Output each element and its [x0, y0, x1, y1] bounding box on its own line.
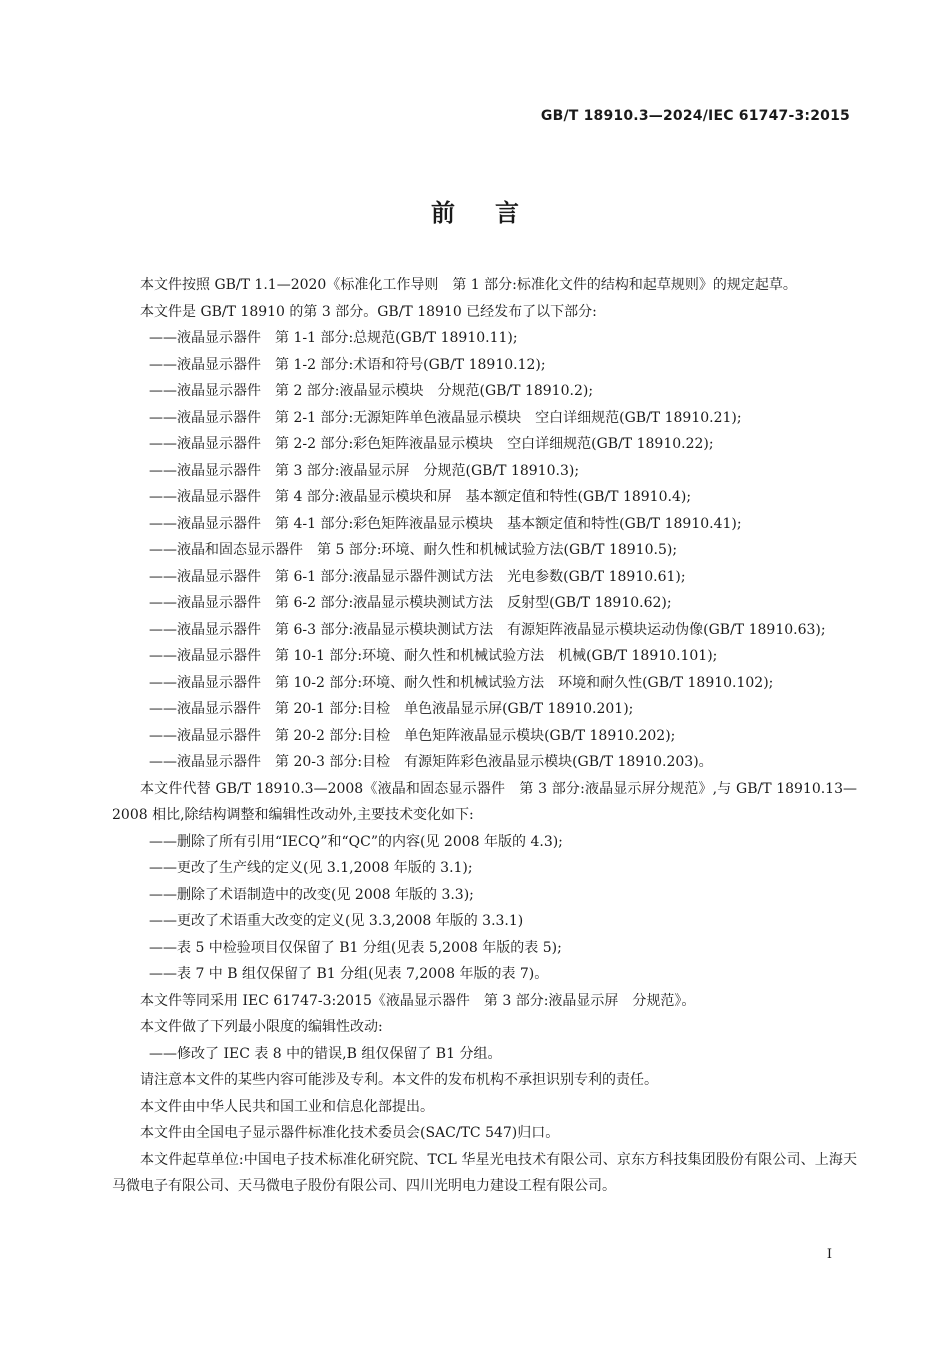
drafters-paragraph: 本文件起草单位:中国电子技术标准化研究院、TCL 华星光电技术有限公司、京东方科技集团股份有限公司、上海天马微电子有限公司、天马微电子股份有限公司、四川光明电力建设工程有限公司。 [112, 1151, 857, 1194]
list-item: ——液晶显示器件 第 1-2 部分:术语和符号(GB/T 18910.12); [149, 356, 546, 373]
list-item: ——液晶显示器件 第 4 部分:液晶显示模块和屏 基本额定值和特性(GB/T 18910.4); [149, 489, 692, 505]
intro-paragraph: 本文件按照 GB/T 1.1—2020《标准化工作导则 第 1 部分:标准化文件的结构和起草规则》的规定起草。 [140, 277, 797, 293]
list-item: ——更改了生产线的定义(见 3.1,2008 年版的 3.1); [149, 860, 473, 876]
list-item: ——液晶显示器件 第 1-1 部分:总规范(GB/T 18910.11); [149, 330, 518, 346]
list-item: ——液晶显示器件 第 6-1 部分:液晶显示器件测试方法 光电参数(GB/T 18910.61); [149, 568, 686, 585]
list-item: ——液晶显示器件 第 2-1 部分:无源矩阵单色液晶显示模块 空白详细规范(GB/T 18910.21); [149, 409, 742, 426]
list-item: ——液晶显示器件 第 6-2 部分:液晶显示模块测试方法 反射型(GB/T 18910.62); [149, 595, 672, 611]
list-item: ——液晶显示器件 第 4-1 部分:彩色矩阵液晶显示模块 基本额定值和特性(GB/T 18910.41); [149, 515, 742, 532]
edits-intro-paragraph: 本文件做了下列最小限度的编辑性改动: [140, 1019, 383, 1035]
list-item: ——液晶显示器件 第 2 部分:液晶显示模块 分规范(GB/T 18910.2); [149, 383, 594, 399]
list-item: ——液晶显示器件 第 10-1 部分:环境、耐久性和机械试验方法 机械(GB/T 18910.101); [149, 648, 718, 664]
intro-paragraph: 本文件是 GB/T 18910 的第 3 部分。GB/T 18910 已经发布了以下部分: [140, 303, 597, 320]
proposer-paragraph: 本文件由中华人民共和国工业和信息化部提出。 [140, 1098, 434, 1115]
changes-list [112, 829, 857, 988]
patent-paragraph: 请注意本文件的某些内容可能涉及专利。本文件的发布机构不承担识别专利的责任。 [140, 1072, 658, 1088]
list-item: ——表 7 中 B 组仅保留了 B1 分组(见表 7,2008 年版的表 7)。 [149, 966, 549, 982]
list-item: ——更改了术语重大改变的定义(见 3.3,2008 年版的 3.3.1) [149, 913, 524, 929]
edits-list [112, 1041, 857, 1068]
list-item: ——修改了 IEC 表 8 中的错误,B 组仅保留了 B1 分组。 [149, 1045, 502, 1062]
equivalence-paragraph: 本文件等同采用 IEC 61747-3:2015《液晶显示器件 第 3 部分:液晶显示屏 分规范》。 [140, 992, 696, 1009]
list-item [112, 617, 857, 644]
list-item: ——液晶显示器件 第 3 部分:液晶显示屏 分规范(GB/T 18910.3); [149, 462, 580, 479]
foreword-body [112, 272, 857, 1200]
document-code: GB/T 18910.3—2024/IEC 61747-3:2015 [540, 108, 850, 124]
list-item: ——删除了所有引用“IECQ”和“QC”的内容(见 2008 年版的 4.3); [149, 833, 563, 850]
replace-paragraph: 本文件代替 GB/T 18910.3—2008《液晶和固态显示器件 第 3 部分:液晶显示屏分规范》,与 GB/T 18910.13—2008 相比,除结构调整和编辑性改动外,主要技术变化如下: [112, 780, 857, 823]
page-number: I [826, 1247, 832, 1262]
parts-list [112, 325, 857, 776]
list-item: ——液晶显示器件 第 20-3 部分:目检 有源矩阵彩色液晶显示模块(GB/T 18910.203)。 [149, 754, 713, 770]
list-item-text: ——液晶显示器件 第 6-3 部分:液晶显示模块测试方法 有源矩阵液晶显示模块运动伪像(GB/T 18910.63); [149, 621, 826, 638]
list-item: ——液晶显示器件 第 2-2 部分:彩色矩阵液晶显示模块 空白详细规范(GB/T 18910.22); [149, 436, 714, 452]
page-title: 前言 [431, 199, 559, 227]
list-item: ——液晶显示器件 第 20-2 部分:目检 单色矩阵液晶显示模块(GB/T 18910.202); [149, 727, 676, 744]
list-item: ——液晶和固态显示器件 第 5 部分:环境、耐久性和机械试验方法(GB/T 18910.5); [149, 542, 678, 558]
list-item: ——液晶显示器件 第 10-2 部分:环境、耐久性和机械试验方法 环境和耐久性(GB/T 18910.102); [149, 674, 774, 691]
committee-paragraph: 本文件由全国电子显示器件标准化技术委员会(SAC/TC 547)归口。 [140, 1125, 560, 1141]
list-item: ——删除了术语制造中的改变(见 2008 年版的 3.3); [149, 886, 474, 903]
list-item: ——表 5 中检验项目仅保留了 B1 分组(见表 5,2008 年版的表 5); [149, 939, 562, 956]
list-item: ——液晶显示器件 第 20-1 部分:目检 单色液晶显示屏(GB/T 18910.201); [149, 701, 634, 717]
